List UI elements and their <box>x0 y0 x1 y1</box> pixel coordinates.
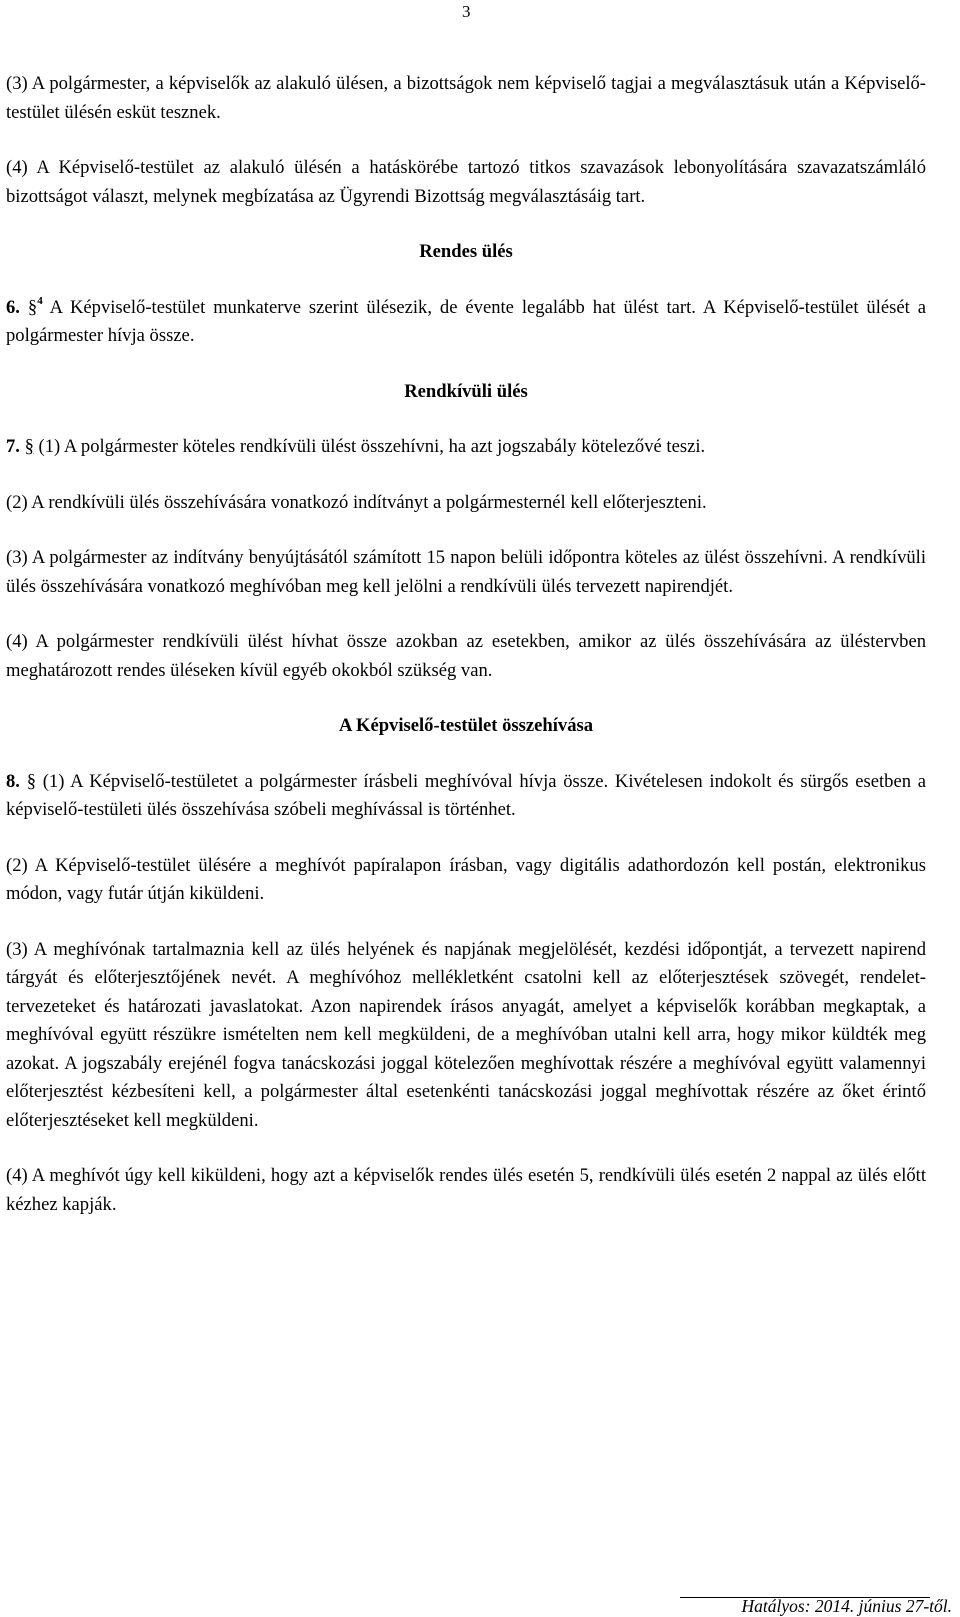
section-8-4: (4) A meghívót úgy kell kiküldeni, hogy azt a képviselők rendes ülés esetén 5, rendkívüli ülés esetén 2 nappal az ülés előtt kézhez kapják. <box>6 1165 926 1215</box>
section-number: 8. <box>6 770 20 792</box>
footnote-marker: 4 <box>37 294 43 307</box>
section-6-text: A Képviselő-testület munkaterve szerint ülésezik, de évente legalább hat ülést tart. A Képviselő-testület ülését a polgármester hívja össze. <box>6 296 926 346</box>
section-7-1-text: (1) A polgármester köteles rendkívüli ülést összehívni, ha azt jogszabály kötelezővé teszi. <box>33 436 706 457</box>
paragraph-5-4: (4) A Képviselő-testület az alakuló ülésén a hatáskörébe tartozó titkos szavazások lebonyolítására szavazatszámláló bizottságot választ, melynek megbízatása az Ügyrendi Bizottság megválasztásáig tart. <box>6 157 926 207</box>
section-sign: § <box>27 296 38 318</box>
section-8-1-text: (1) A Képviselő-testületet a polgármester írásbeli meghívóval hívja össze. Kivételesen indokolt és sürgős esetben a képviselő-testületi ülés összehívása szóbeli meghívással is történhet. <box>6 770 926 820</box>
section-7-1 <box>6 433 926 462</box>
heading-osszehivas: A Képviselő-testület összehívása <box>338 715 594 736</box>
section-7-3: (3) A polgármester az indítvány benyújtásától számított 15 napon belüli időpontra köteles az ülést összehívni. A rendkívüli ülés összehívására vonatkozó meghívóban meg kell jelölni a rendkívüli ülés tervezett napirendjét. <box>6 547 926 597</box>
heading-rendkivuli-ules: Rendkívüli ülés <box>404 380 528 402</box>
paragraph-5-3: (3) A polgármester, a képviselők az alakuló ülésen, a bizottságok nem képviselő tagjai a megválasztásuk után a Képviselő-testület ülésén esküt tesznek. <box>6 73 926 123</box>
page-number: 3 <box>462 2 471 21</box>
document-body <box>6 70 926 1219</box>
section-number: 6. <box>6 296 20 318</box>
section-6 <box>6 294 926 351</box>
section-8-3: (3) A meghívónak tartalmaznia kell az ülés helyének és napjának megjelölését, kezdési időpontját, a tervezett napirend tárgyát és előterjesztőjének nevét. A meghívóhoz mellékletként csatolni kell az előterjesztések szövegét, rendelet-tervezeteket és határozati javaslatokat. Azon napirendek írásos anyagát, amelyet a képviselők korábban megkaptak, a meghívóval együtt részükre ismételten nem kell megküldeni, de a meghívóban utalni kell arra, hogy mikor küldték meg azokat. A jogszabály erejénél fogva tanácskozási joggal kötelezően meghívottak részére a meghívóval együtt valamennyi előterjesztést kézbesíteni kell, a polgármester által esetenkénti tanácskozási joggal meghívottak részére az őket érintő előterjesztéseket kell megküldeni. <box>6 938 926 1131</box>
section-sign: § <box>24 436 34 457</box>
section-8-2: (2) A Képviselő-testület ülésére a meghívót papíralapon írásban, vagy digitális adathordozón kell postán, elektronikus módon, vagy futár útján kiküldeni. <box>6 854 926 904</box>
section-number: 7. <box>6 436 20 457</box>
section-7-2: (2) A rendkívüli ülés összehívására vonatkozó indítványt a polgármesternél kell előterjeszteni. <box>6 491 707 513</box>
section-8-1 <box>6 768 926 825</box>
section-7-4: (4) A polgármester rendkívüli ülést hívhat össze azokban az esetekben, amikor az ülés összehívására az üléstervben meghatározott rendes üléseken kívül egyéb okokból szükség van. <box>6 631 926 681</box>
heading-rendes-ules: Rendes ülés <box>419 241 513 262</box>
footer-effective-date: Hatályos: 2014. június 27-től. <box>741 1596 952 1616</box>
section-sign: § <box>26 770 36 792</box>
